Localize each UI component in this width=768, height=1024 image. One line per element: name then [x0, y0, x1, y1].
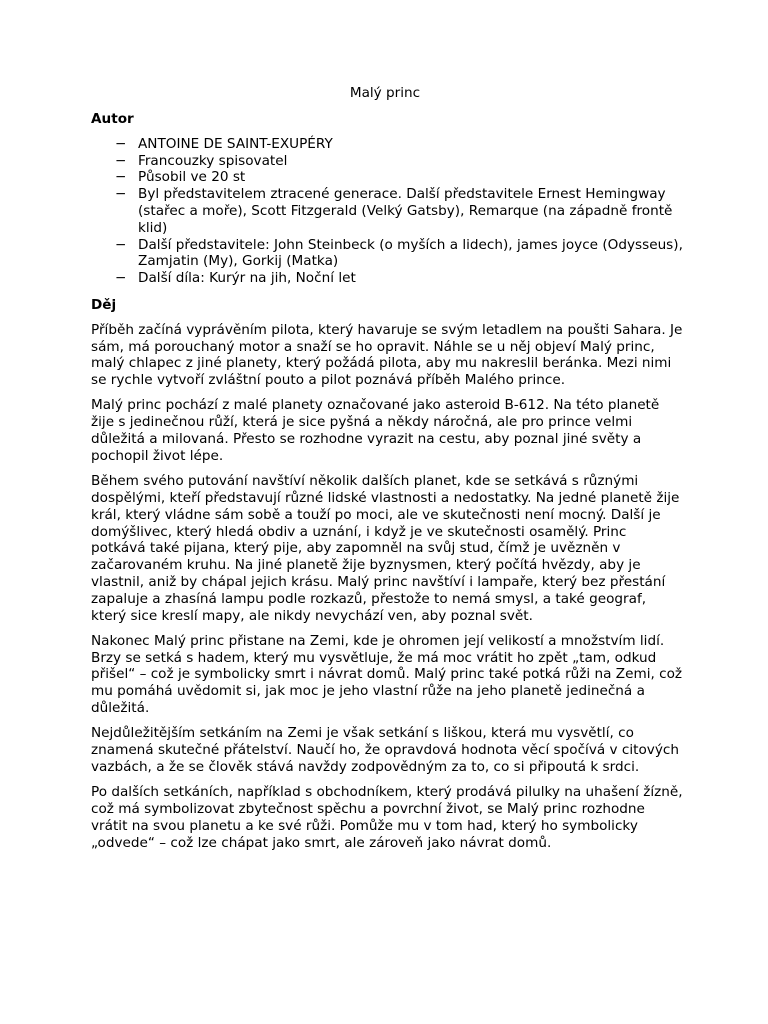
document-title: Malý princ: [349, 85, 421, 101]
paragraph: Po dalších setkáních, například s obchodníkem, který prodává pilulky na uhašení žízně, což má symbolizovat zbytečnost spěchu a povrchní život, se Malý princ rozhodne vrátit na svou planetu a ke své růži. Pomůže mu v tom had, který ho symbolicky „odvede“ – což lze chápat jako smrt, ale zároveň jako návrat domů.: [91, 784, 683, 851]
section-heading-plot: Děj: [91, 296, 117, 313]
bullet-dash: −: [115, 236, 127, 253]
bullet-dash: −: [115, 270, 127, 287]
bullet-dash: −: [115, 152, 127, 169]
list-item: [91, 169, 683, 186]
list-item: [91, 136, 683, 153]
list-item: [91, 186, 683, 236]
list-item-text: Francouzky spisovatel: [138, 152, 288, 169]
document-page: [91, 84, 683, 860]
paragraph: Příběh začíná vyprávěním pilota, který havaruje se svým letadlem na poušti Sahara. Je sám, má porouchaný motor a snaží se ho opravit. Náhle se u něj objeví Malý princ, malý chlapec z jiné planety, který požádá pilota, aby mu nakreslil beránka. Mezi nimi se rychle vytvoří zvláštní pouto a pilot poznává příběh Malého prince.: [91, 321, 683, 389]
bullet-dash: −: [115, 135, 127, 152]
list-item: [91, 270, 683, 287]
paragraph: Nejdůležitějším setkáním na Zemi je však setkání s liškou, která mu vysvětlí, co znamená skutečné přátelství. Naučí ho, že opravdová hodnota věcí spočívá v citových vazbách, a že se člověk stává navždy zodpovědným za to, co si připoutá k srdci.: [91, 725, 679, 775]
author-bullet-list: [91, 136, 683, 287]
list-item: [91, 153, 683, 170]
paragraph: Nakonec Malý princ přistane na Zemi, kde je ohromen její velikostí a množstvím lidí. Brzy se setká s hadem, který mu vysvětluje, že má moc vrátit ho zpět „tam, odkud přišel“ – což je symbolicky smrt i návrat domů. Malý princ také potká růži na Zemi, což mu pomáhá uvědomit si, jak moc je jeho vlastní růže na jeho planetě jedinečná a důležitá.: [91, 632, 683, 716]
bullet-dash: −: [115, 186, 127, 203]
list-item-text: Byl představitelem ztracené generace. Další představitele Ernest Hemingway (stařec a moře), Scott Fitzgerald (Velký Gatsby), Remarque (na západně frontě klid): [138, 186, 673, 236]
list-item-text: Působil ve 20 st: [138, 169, 246, 186]
list-item-text: Další představitele: John Steinbeck (o myších a lidech), james joyce (Odysseus), Zamjatin (My), Gorkij (Matka): [138, 236, 683, 270]
list-item-text: ANTOINE DE SAINT-EXUPÉRY: [138, 135, 333, 152]
list-item-text: Další díla: Kurýr na jih, Noční let: [138, 270, 356, 287]
list-item: [91, 237, 683, 271]
section-heading-author: Autor: [91, 111, 134, 127]
paragraph: Malý princ pochází z malé planety označované jako asteroid B-612. Na této planetě žije s jedinečnou růží, která je sice pyšná a někdy náročná, ale pro prince velmi důležitá a milovaná. Přesto se rozhodne vyrazit na cestu, aby poznal jiné světy a pochopil život lépe.: [91, 397, 660, 464]
bullet-dash: −: [115, 169, 127, 186]
paragraph: Během svého putování navštíví několik dalších planet, kde se setkává s různými dospělými, kteří představují různé lidské vlastnosti a nedostatky. Na jedné planetě žije král, který vládne sám sobě a touží po moci, ale ve skutečnosti není mocný. Další je domýšlivec, který hledá obdiv a uznání, i když je ve skutečnosti osamělý. Princ potkává také pijana, který pije, aby zapomněl na svůj stud, čímž je uvězněn v začarovaném kruhu. Na jiné planetě žije byznysmen, který počítá hvězdy, aby je vlastnil, aniž by chápal jejich krásu. Malý princ navštíví i lampaře, který bez přestání zapaluje a zhasíná lampu podle rozkazů, přestože to nemá smysl, a také geograf, který sice kreslí mapy, ale nikdy nevychází ven, aby poznal svět.: [91, 473, 680, 624]
